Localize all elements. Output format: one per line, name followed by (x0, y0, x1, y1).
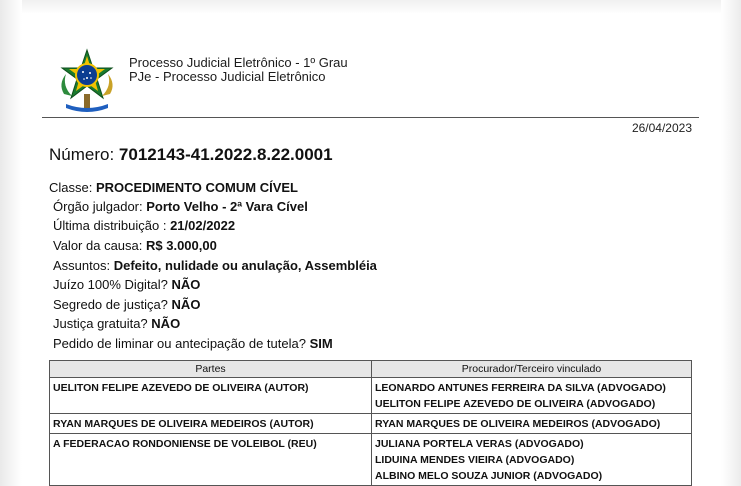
field-value: PROCEDIMENTO COMUM CÍVEL (95, 180, 298, 195)
column-header-partes: Partes (50, 361, 372, 378)
document-date: 26/04/2023 (631, 121, 692, 135)
field-value: NÃO (171, 297, 201, 312)
field-segredo-justica (53, 297, 200, 313)
field-classe (49, 180, 298, 196)
field-value: SIM (309, 336, 333, 351)
field-label: Valor da causa: (53, 238, 143, 253)
attorney-name: ALBINO MELO SOUZA JUNIOR (ADVOGADO) (375, 470, 603, 482)
field-ultima-distribuicao (53, 218, 235, 234)
column-header-procurador: Procurador/Terceiro vinculado (372, 361, 692, 378)
attorney-name: LEONARDO ANTUNES FERREIRA DA SILVA (ADVOGADO) (375, 382, 666, 394)
page-top-shadow (0, 0, 741, 14)
parties-table (49, 360, 692, 486)
field-value: R$ 3.000,00 (146, 238, 217, 253)
attorney-name: RYAN MARQUES DE OLIVEIRA MEDEIROS (ADVOGADO) (375, 418, 661, 430)
attorney-cell (372, 378, 692, 414)
process-number-value: 7012143-41.2022.8.22.0001 (118, 145, 333, 164)
field-label: Segredo de justiça? (53, 297, 168, 312)
process-number-label: Número: (49, 145, 115, 164)
field-justica-gratuita (53, 316, 180, 332)
page-left-edge (0, 0, 22, 486)
field-label: Órgão julgador: (53, 199, 143, 214)
field-value: 21/02/2022 (170, 218, 236, 233)
table-row (50, 378, 692, 414)
field-label: Classe: (49, 180, 93, 195)
field-valor-causa (53, 238, 217, 254)
field-value: Porto Velho - 2ª Vara Cível (146, 199, 308, 214)
table-header-row (50, 361, 692, 378)
field-value: Defeito, nulidade ou anulação, Assembléia (113, 258, 377, 273)
table-row (50, 414, 692, 434)
page-right-edge (721, 0, 741, 486)
brazil-coat-of-arms-icon (54, 48, 120, 116)
field-orgao-julgador (53, 199, 308, 215)
header-system-title: Processo Judicial Eletrônico - 1º Grau (129, 55, 348, 70)
field-label: Juízo 100% Digital? (53, 277, 168, 292)
attorney-name: LIDUINA MENDES VIEIRA (ADVOGADO) (375, 454, 575, 466)
attorney-cell (372, 414, 692, 434)
field-label: Justiça gratuita? (53, 316, 148, 331)
attorney-name: UELITON FELIPE AZEVEDO DE OLIVEIRA (ADVOGADO) (375, 398, 656, 410)
field-label: Última distribuição : (53, 218, 167, 233)
party-cell: A FEDERACAO RONDONIENSE DE VOLEIBOL (REU) (50, 434, 372, 486)
header-system-subtitle: PJe - Processo Judicial Eletrônico (129, 69, 326, 84)
party-cell: UELITON FELIPE AZEVEDO DE OLIVEIRA (AUTOR) (50, 378, 372, 414)
field-value: NÃO (171, 277, 201, 292)
header-divider (42, 117, 699, 118)
field-assuntos (53, 258, 377, 274)
field-label: Assuntos: (53, 258, 111, 273)
field-juizo-digital (53, 277, 200, 293)
field-label: Pedido de liminar ou antecipação de tutela? (53, 336, 306, 351)
party-cell: RYAN MARQUES DE OLIVEIRA MEDEIROS (AUTOR) (50, 414, 372, 434)
attorney-cell (372, 434, 692, 486)
field-value: NÃO (151, 316, 181, 331)
attorney-name: JULIANA PORTELA VERAS (ADVOGADO) (375, 438, 584, 450)
field-pedido-liminar (53, 336, 333, 352)
table-row (50, 434, 692, 486)
process-number (49, 145, 333, 165)
